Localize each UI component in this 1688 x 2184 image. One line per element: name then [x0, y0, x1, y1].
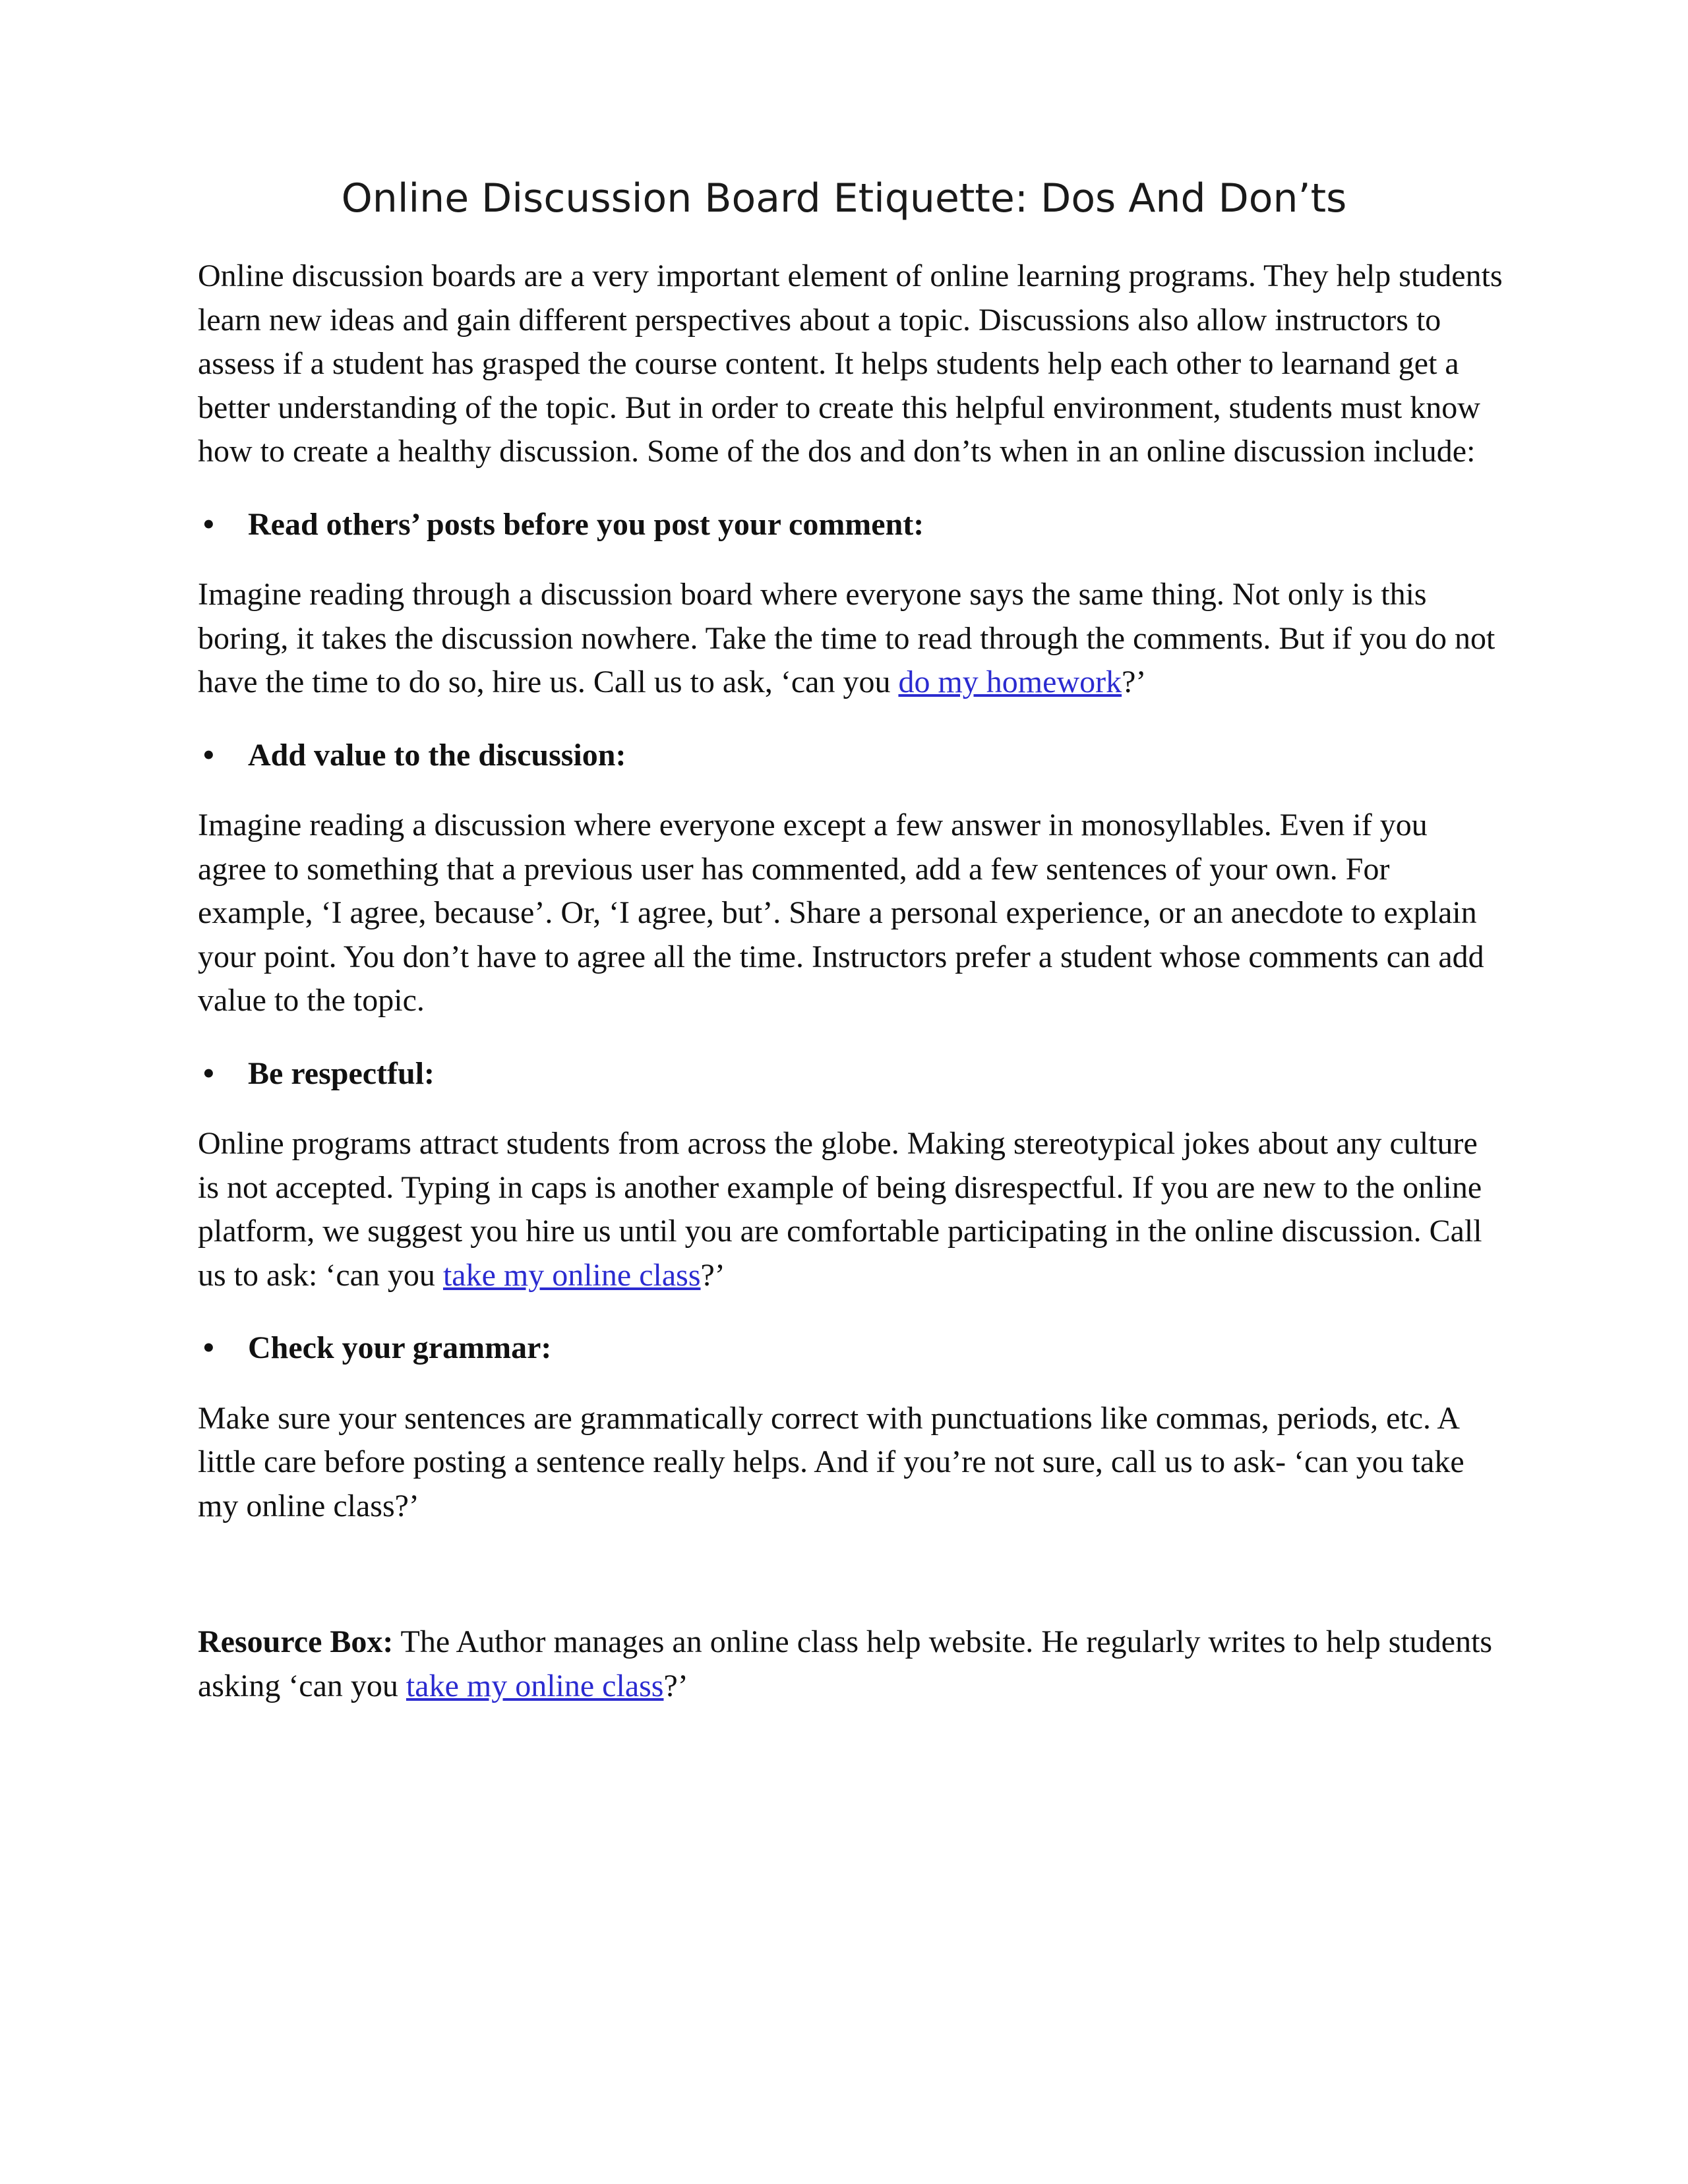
- resource-box: [198, 1620, 1503, 1708]
- section-heading-text: Be respectful:: [248, 1055, 435, 1091]
- section-body-text-end: ?’: [700, 1257, 725, 1293]
- bullet-icon: •: [203, 506, 214, 542]
- resource-box-label: Resource Box:: [198, 1624, 394, 1659]
- section-heading-check-grammar: [198, 1326, 1503, 1371]
- section-body-text: Imagine reading through a discussion board where everyone says the same thing. Not only is this boring, it takes the discussion nowhere. Take the time to read through the comments. But if you do not have the time to do so, hire us. Call us to ask, ‘can you: [198, 577, 1495, 699]
- resource-box-text-end: ?’: [663, 1668, 688, 1703]
- section-heading-read-posts: [198, 503, 1503, 547]
- bullet-icon: •: [203, 1330, 214, 1365]
- take-my-online-class-link[interactable]: take my online class: [442, 1257, 701, 1293]
- do-my-homework-link[interactable]: do my homework: [898, 664, 1122, 699]
- section-body-add-value: Imagine reading a discussion where everyone except a few answer in monosyllables. Even if you agree to something that a previous user has commented, add a few sentences of your own. For example, ‘I agree, because’. Or, ‘I agree, but’. Share a personal experience, or an anecdote to explain your point. You don’t have to agree all the time. Instructors prefer a student whose comments can add value to the topic.: [198, 808, 1484, 1018]
- bullet-icon: •: [203, 1055, 214, 1091]
- bullet-icon: •: [203, 737, 214, 773]
- section-heading-be-respectful: [198, 1052, 1503, 1096]
- section-body-check-grammar: Make sure your sentences are grammatically correct with punctuations like commas, periods, etc. A little care before posting a sentence really helps. And if you’re not sure, call us to ask- ‘can you take my online class?’: [198, 1400, 1464, 1523]
- resource-box-text: The Author manages an online class help website. He regularly writes to help students asking ‘can you: [198, 1624, 1493, 1703]
- resource-take-my-online-class-link[interactable]: take my online class: [406, 1668, 664, 1703]
- document-body: [198, 254, 1503, 1708]
- section-heading-text: Read others’ posts before you post your comment:: [248, 506, 924, 542]
- section-body-be-respectful: [198, 1122, 1503, 1297]
- section-body-text-end: ?’: [1122, 664, 1147, 699]
- intro-paragraph: Online discussion boards are a very important element of online learning programs. They help students learn new ideas and gain different perspectives about a topic. Discussions also allow instructors to assess if a student has grasped the course content. It helps students help each other to learnand get a better understanding of the topic. But in order to create this helpful environment, students must know how to create a healthy discussion. Some of the dos and don’ts when in an online discussion include:: [198, 258, 1503, 469]
- section-body-read-posts: [198, 573, 1503, 705]
- section-body-text: Online programs attract students from across the globe. Making stereotypical jokes about any culture is not accepted. Typing in caps is another example of being disrespectful. If you are new to the online platform, we suggest you hire us until you are comfortable participating in the online discussion. Call us to ask: ‘can you: [198, 1126, 1482, 1293]
- section-heading-text: Add value to the discussion:: [248, 737, 626, 773]
- section-heading-add-value: [198, 734, 1503, 778]
- document-title: Online Discussion Board Etiquette: Dos And Don’ts: [341, 175, 1347, 221]
- section-heading-text: Check your grammar:: [248, 1330, 552, 1365]
